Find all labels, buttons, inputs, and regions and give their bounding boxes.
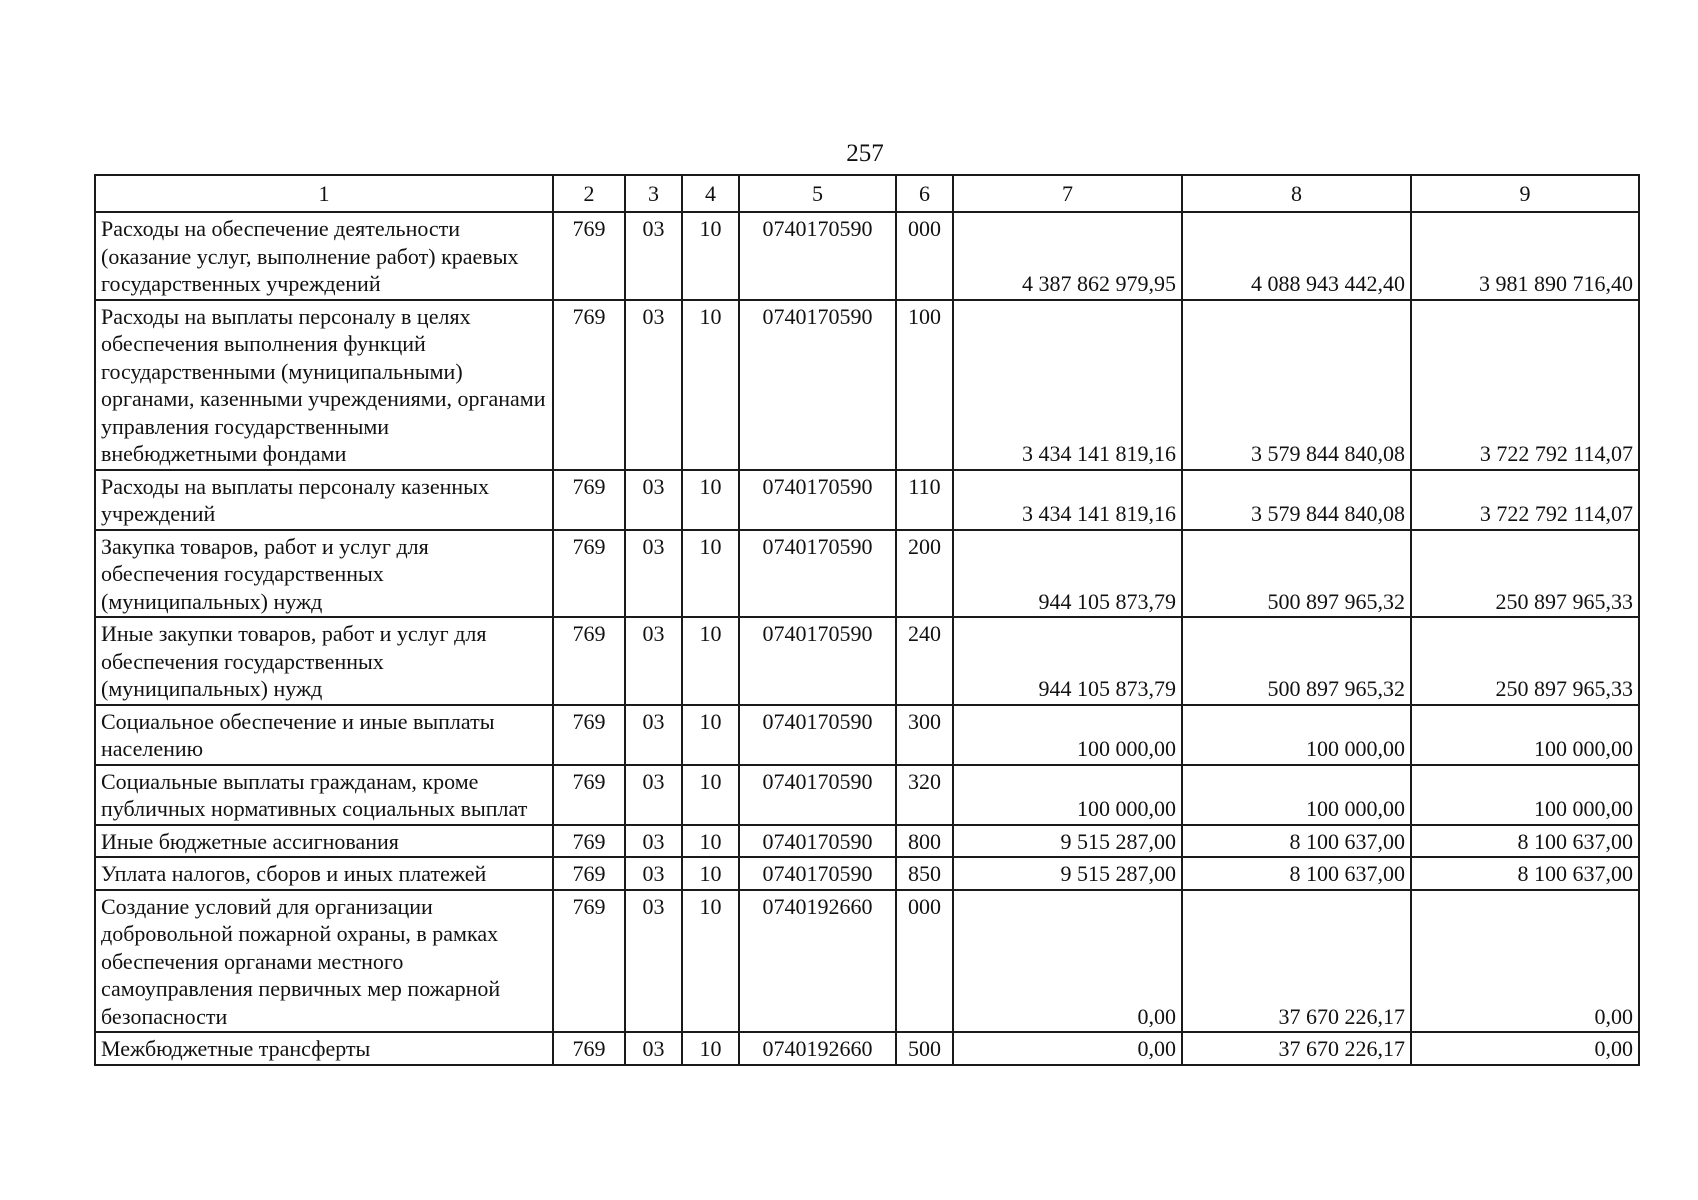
table-row bbox=[95, 825, 1639, 858]
row-name-cell: Иные закупки товаров, работ и услуг для обеспечения государственных (муниципальных) нужд bbox=[95, 617, 553, 705]
row-target-article-cell: 0740170590 bbox=[739, 617, 896, 705]
row-expense-type-cell: 320 bbox=[896, 765, 953, 825]
row-expense-type-cell: 500 bbox=[896, 1032, 953, 1065]
row-amount-cell: 0,00 bbox=[953, 1032, 1182, 1065]
row-amount-cell: 4 088 943 442,40 bbox=[1182, 212, 1411, 300]
column-header: 7 bbox=[953, 175, 1182, 212]
row-section-cell: 03 bbox=[625, 617, 682, 705]
column-header: 2 bbox=[553, 175, 625, 212]
row-amount-cell: 0,00 bbox=[953, 890, 1182, 1033]
row-target-article-cell: 0740170590 bbox=[739, 705, 896, 765]
row-subsection-cell: 10 bbox=[682, 300, 739, 470]
row-subsection-cell: 10 bbox=[682, 857, 739, 890]
row-amount-cell: 8 100 637,00 bbox=[1411, 857, 1639, 890]
row-amount-cell: 100 000,00 bbox=[1411, 765, 1639, 825]
row-code-cell: 769 bbox=[553, 470, 625, 530]
row-section-cell: 03 bbox=[625, 470, 682, 530]
column-header: 4 bbox=[682, 175, 739, 212]
table-row bbox=[95, 470, 1639, 530]
row-amount-cell: 250 897 965,33 bbox=[1411, 530, 1639, 618]
table-row bbox=[95, 530, 1639, 618]
row-amount-cell: 250 897 965,33 bbox=[1411, 617, 1639, 705]
row-target-article-cell: 0740170590 bbox=[739, 300, 896, 470]
row-section-cell: 03 bbox=[625, 705, 682, 765]
row-name-cell: Уплата налогов, сборов и иных платежей bbox=[95, 857, 553, 890]
row-amount-cell: 9 515 287,00 bbox=[953, 857, 1182, 890]
row-expense-type-cell: 200 bbox=[896, 530, 953, 618]
row-section-cell: 03 bbox=[625, 765, 682, 825]
row-section-cell: 03 bbox=[625, 890, 682, 1033]
row-name-cell: Иные бюджетные ассигнования bbox=[95, 825, 553, 858]
row-amount-cell: 3 722 792 114,07 bbox=[1411, 300, 1639, 470]
column-header: 3 bbox=[625, 175, 682, 212]
row-amount-cell: 9 515 287,00 bbox=[953, 825, 1182, 858]
row-target-article-cell: 0740192660 bbox=[739, 1032, 896, 1065]
row-name-cell: Создание условий для организации добровольной пожарной охраны, в рамках обеспечения органами местного самоуправления первичных мер пожарной безопасности bbox=[95, 890, 553, 1033]
column-header: 6 bbox=[896, 175, 953, 212]
row-amount-cell: 3 981 890 716,40 bbox=[1411, 212, 1639, 300]
row-subsection-cell: 10 bbox=[682, 825, 739, 858]
row-expense-type-cell: 000 bbox=[896, 890, 953, 1033]
row-amount-cell: 8 100 637,00 bbox=[1182, 857, 1411, 890]
row-expense-type-cell: 800 bbox=[896, 825, 953, 858]
row-section-cell: 03 bbox=[625, 1032, 682, 1065]
table-row bbox=[95, 1032, 1639, 1065]
row-section-cell: 03 bbox=[625, 530, 682, 618]
row-name-cell: Расходы на обеспечение деятельности (оказание услуг, выполнение работ) краевых государственных учреждений bbox=[95, 212, 553, 300]
table-row bbox=[95, 857, 1639, 890]
column-header: 9 bbox=[1411, 175, 1639, 212]
column-header: 5 bbox=[739, 175, 896, 212]
row-name-cell: Социальное обеспечение и иные выплаты населению bbox=[95, 705, 553, 765]
row-name-cell: Расходы на выплаты персоналу казенных учреждений bbox=[95, 470, 553, 530]
row-amount-cell: 100 000,00 bbox=[1182, 765, 1411, 825]
table-row bbox=[95, 617, 1639, 705]
row-amount-cell: 0,00 bbox=[1411, 1032, 1639, 1065]
table-row bbox=[95, 212, 1639, 300]
row-amount-cell: 37 670 226,17 bbox=[1182, 890, 1411, 1033]
row-code-cell: 769 bbox=[553, 530, 625, 618]
row-section-cell: 03 bbox=[625, 825, 682, 858]
page-number: 257 bbox=[846, 140, 884, 167]
row-code-cell: 769 bbox=[553, 212, 625, 300]
table-row bbox=[95, 300, 1639, 470]
row-amount-cell: 100 000,00 bbox=[953, 765, 1182, 825]
row-amount-cell: 0,00 bbox=[1411, 890, 1639, 1033]
row-expense-type-cell: 100 bbox=[896, 300, 953, 470]
row-expense-type-cell: 300 bbox=[896, 705, 953, 765]
row-subsection-cell: 10 bbox=[682, 212, 739, 300]
row-amount-cell: 3 579 844 840,08 bbox=[1182, 470, 1411, 530]
row-code-cell: 769 bbox=[553, 857, 625, 890]
row-amount-cell: 100 000,00 bbox=[1182, 705, 1411, 765]
row-section-cell: 03 bbox=[625, 300, 682, 470]
column-header: 1 bbox=[95, 175, 553, 212]
row-target-article-cell: 0740170590 bbox=[739, 825, 896, 858]
row-code-cell: 769 bbox=[553, 705, 625, 765]
row-code-cell: 769 bbox=[553, 825, 625, 858]
row-code-cell: 769 bbox=[553, 1032, 625, 1065]
row-subsection-cell: 10 bbox=[682, 530, 739, 618]
budget-table bbox=[94, 174, 1640, 1066]
column-number-header-row bbox=[95, 175, 1639, 212]
row-section-cell: 03 bbox=[625, 857, 682, 890]
row-target-article-cell: 0740170590 bbox=[739, 765, 896, 825]
row-amount-cell: 8 100 637,00 bbox=[1182, 825, 1411, 858]
row-code-cell: 769 bbox=[553, 765, 625, 825]
row-code-cell: 769 bbox=[553, 617, 625, 705]
row-amount-cell: 100 000,00 bbox=[1411, 705, 1639, 765]
row-name-cell: Социальные выплаты гражданам, кроме публичных нормативных социальных выплат bbox=[95, 765, 553, 825]
row-subsection-cell: 10 bbox=[682, 617, 739, 705]
row-target-article-cell: 0740170590 bbox=[739, 530, 896, 618]
row-expense-type-cell: 110 bbox=[896, 470, 953, 530]
row-subsection-cell: 10 bbox=[682, 765, 739, 825]
row-amount-cell: 8 100 637,00 bbox=[1411, 825, 1639, 858]
table-row bbox=[95, 765, 1639, 825]
row-amount-cell: 3 722 792 114,07 bbox=[1411, 470, 1639, 530]
column-header: 8 bbox=[1182, 175, 1411, 212]
row-amount-cell: 37 670 226,17 bbox=[1182, 1032, 1411, 1065]
row-expense-type-cell: 240 bbox=[896, 617, 953, 705]
row-name-cell: Расходы на выплаты персоналу в целях обеспечения выполнения функций государственными (муниципальными) органами, казенными учреждениями, органами управления государственными внебюджетными фондами bbox=[95, 300, 553, 470]
row-amount-cell: 3 434 141 819,16 bbox=[953, 300, 1182, 470]
row-amount-cell: 3 434 141 819,16 bbox=[953, 470, 1182, 530]
row-target-article-cell: 0740192660 bbox=[739, 890, 896, 1033]
row-name-cell: Межбюджетные трансферты bbox=[95, 1032, 553, 1065]
row-name-cell: Закупка товаров, работ и услуг для обеспечения государственных (муниципальных) нужд bbox=[95, 530, 553, 618]
row-code-cell: 769 bbox=[553, 890, 625, 1033]
row-expense-type-cell: 850 bbox=[896, 857, 953, 890]
table-row bbox=[95, 705, 1639, 765]
row-target-article-cell: 0740170590 bbox=[739, 212, 896, 300]
row-code-cell: 769 bbox=[553, 300, 625, 470]
row-subsection-cell: 10 bbox=[682, 1032, 739, 1065]
table-row bbox=[95, 890, 1639, 1033]
row-expense-type-cell: 000 bbox=[896, 212, 953, 300]
row-amount-cell: 944 105 873,79 bbox=[953, 530, 1182, 618]
row-subsection-cell: 10 bbox=[682, 890, 739, 1033]
row-amount-cell: 4 387 862 979,95 bbox=[953, 212, 1182, 300]
row-target-article-cell: 0740170590 bbox=[739, 470, 896, 530]
row-amount-cell: 100 000,00 bbox=[953, 705, 1182, 765]
row-amount-cell: 944 105 873,79 bbox=[953, 617, 1182, 705]
row-amount-cell: 3 579 844 840,08 bbox=[1182, 300, 1411, 470]
row-amount-cell: 500 897 965,32 bbox=[1182, 617, 1411, 705]
row-section-cell: 03 bbox=[625, 212, 682, 300]
row-amount-cell: 500 897 965,32 bbox=[1182, 530, 1411, 618]
row-subsection-cell: 10 bbox=[682, 705, 739, 765]
row-target-article-cell: 0740170590 bbox=[739, 857, 896, 890]
row-subsection-cell: 10 bbox=[682, 470, 739, 530]
